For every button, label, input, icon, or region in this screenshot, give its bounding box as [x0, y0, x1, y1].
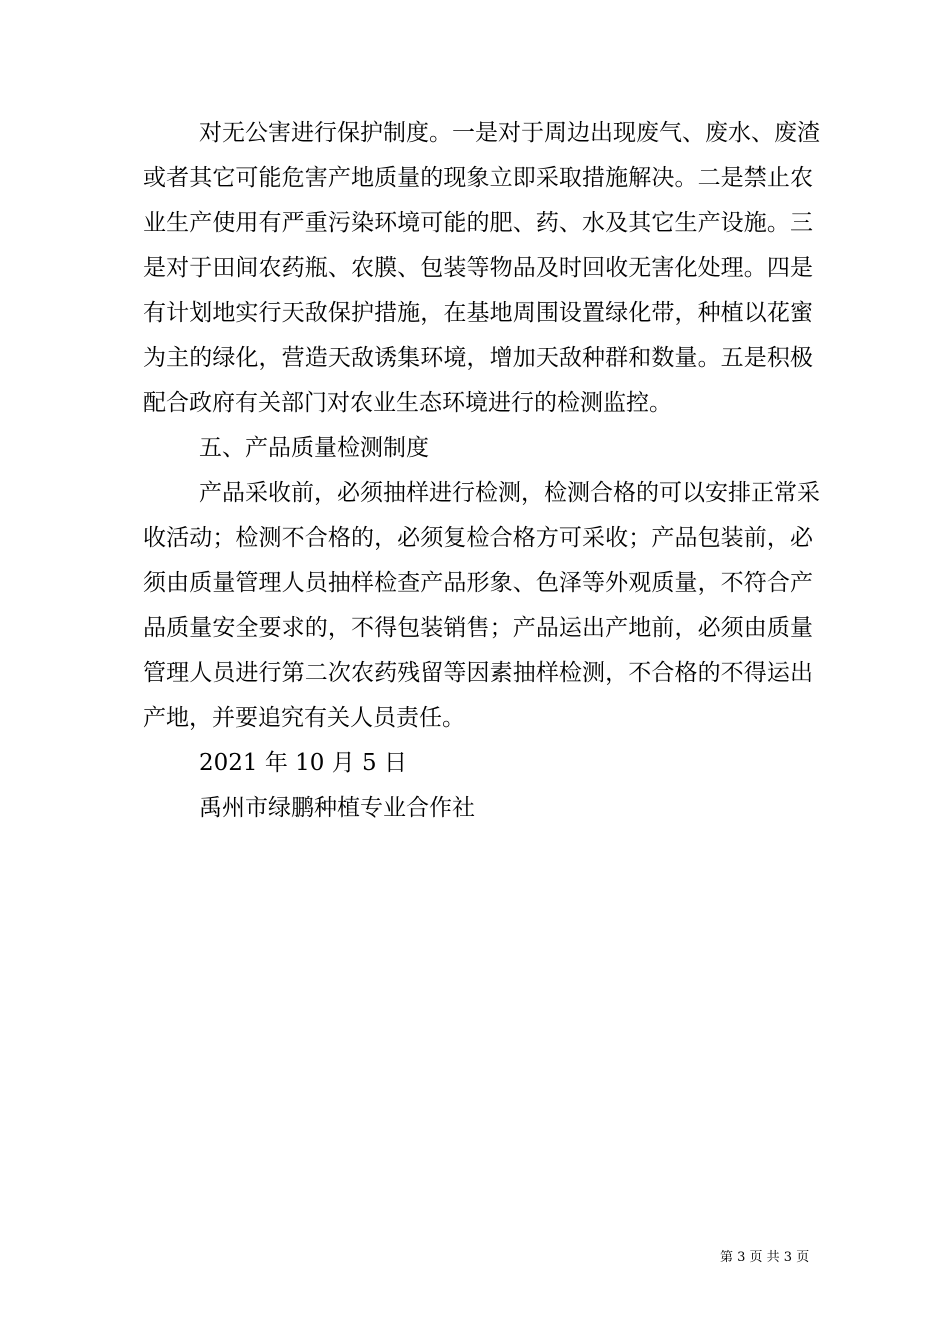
- paragraph1-line-4: 是对于田间农药瓶、农膜、包装等物品及时回收无害化处理。四是: [143, 255, 813, 281]
- page-number: 第 3 页 共 3 页: [720, 1250, 810, 1265]
- paragraph2-line-1: 产品采收前，必须抽样进行检测，检测合格的可以安排正常采: [199, 480, 820, 506]
- paragraph2-line-6: 产地，并要追究有关人员责任。: [143, 705, 465, 731]
- document-date: 2021 年 10 月 5 日: [199, 750, 407, 776]
- paragraph1-line-7: 配合政府有关部门对农业生态环境进行的检测监控。: [143, 390, 672, 416]
- organization-name: 禹州市绿鹏种植专业合作社: [199, 795, 475, 821]
- paragraph1-line-3: 业生产使用有严重污染环境可能的肥、药、水及其它生产设施。三: [143, 210, 813, 236]
- paragraph2-line-4: 品质量安全要求的，不得包装销售；产品运出产地前，必须由质量: [143, 615, 813, 641]
- paragraph1-line-6: 为主的绿化，营造天敌诱集环境，增加天敌种群和数量。五是积极: [143, 345, 813, 371]
- section-heading: 五、产品质量检测制度: [199, 435, 429, 461]
- paragraph2-line-2: 收活动；检测不合格的，必须复检合格方可采收；产品包装前，必: [143, 525, 813, 551]
- paragraph2-line-3: 须由质量管理人员抽样检查产品形象、色泽等外观质量，不符合产: [143, 570, 813, 596]
- paragraph2-line-5: 管理人员进行第二次农药残留等因素抽样检测，不合格的不得运出: [143, 660, 813, 686]
- paragraph1-line-1: 对无公害进行保护制度。一是对于周边出现废气、废水、废渣: [199, 120, 820, 146]
- paragraph1-line-2: 或者其它可能危害产地质量的现象立即采取措施解决。二是禁止农: [143, 165, 813, 191]
- paragraph1-line-5: 有计划地实行天敌保护措施，在基地周围设置绿化带，种植以花蜜: [143, 300, 813, 326]
